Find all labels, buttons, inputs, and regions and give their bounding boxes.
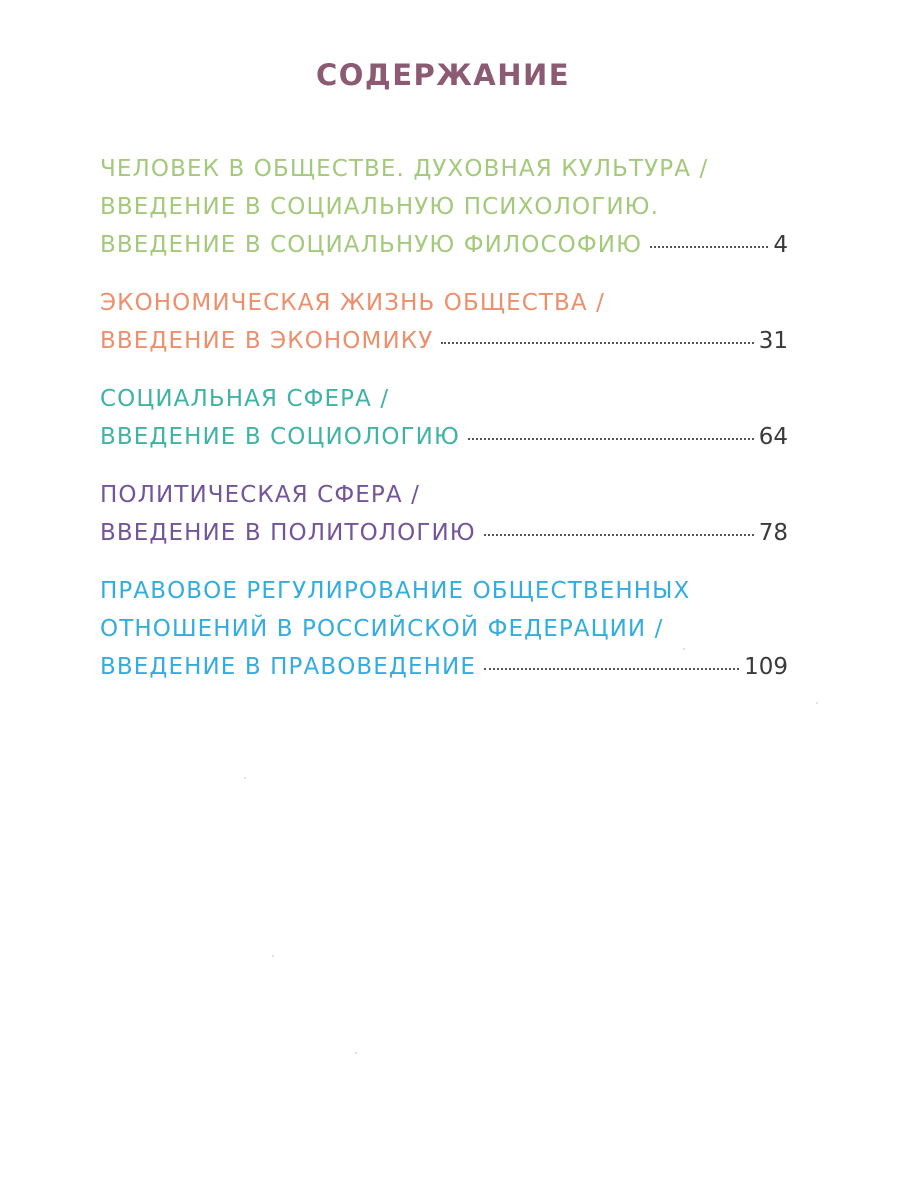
toc-entry-heading-line: ВВЕДЕНИЕ В СОЦИАЛЬНУЮ ПСИХОЛОГИЮ. [100, 194, 659, 220]
toc-entry-last-line [100, 648, 788, 686]
page-number: 31 [758, 328, 788, 354]
toc-entry-heading-line: ВВЕДЕНИЕ В СОЦИОЛОГИЮ [100, 424, 460, 450]
toc-entry-heading-line: ВВЕДЕНИЕ В ЭКОНОМИКУ [100, 328, 434, 354]
dot-leader [484, 534, 754, 536]
dot-leader [468, 438, 754, 440]
paper-speck [244, 777, 246, 779]
toc-entry-last-line [100, 514, 788, 552]
toc-entry-heading-line: ЧЕЛОВЕК В ОБЩЕСТВЕ. ДУХОВНАЯ КУЛЬТУРА / [100, 156, 709, 182]
toc-entry[interactable] [100, 572, 788, 686]
paper-speck [816, 702, 818, 704]
toc-entry-heading-line: ЭКОНОМИЧЕСКАЯ ЖИЗНЬ ОБЩЕСТВА / [100, 290, 606, 316]
toc-entry[interactable] [100, 150, 788, 264]
page-number: 78 [758, 520, 788, 546]
toc-entry[interactable] [100, 476, 788, 552]
dot-leader [441, 342, 753, 344]
table-of-contents [100, 150, 788, 706]
toc-entry-last-line [100, 418, 788, 456]
page-number: 109 [744, 654, 788, 680]
toc-entry[interactable] [100, 284, 788, 360]
page-number: 64 [758, 424, 788, 450]
page-number: 4 [773, 232, 788, 258]
toc-entry-heading-line: СОЦИАЛЬНАЯ СФЕРА / [100, 386, 390, 412]
paper-speck [272, 955, 274, 957]
page-title: СОДЕРЖАНИЕ [315, 58, 571, 92]
dot-leader [650, 246, 768, 248]
dot-leader [484, 668, 739, 670]
toc-entry-heading-line: ПОЛИТИЧЕСКАЯ СФЕРА / [100, 482, 420, 508]
toc-entry-heading-line: ВВЕДЕНИЕ В ПОЛИТОЛОГИЮ [100, 520, 476, 546]
toc-entry-last-line [100, 322, 788, 360]
toc-entry-heading-line: ВВЕДЕНИЕ В СОЦИАЛЬНУЮ ФИЛОСОФИЮ [100, 232, 643, 258]
paper-speck [683, 648, 685, 650]
toc-entry-heading-line: ПРАВОВОЕ РЕГУЛИРОВАНИЕ ОБЩЕСТВЕННЫХ [100, 578, 691, 604]
paper-speck [355, 1052, 357, 1054]
toc-entry-heading-line: ВВЕДЕНИЕ В ПРАВОВЕДЕНИЕ [100, 654, 476, 680]
toc-entry-last-line [100, 226, 788, 264]
toc-entry[interactable] [100, 380, 788, 456]
toc-entry-heading-line: ОТНОШЕНИЙ В РОССИЙСКОЙ ФЕДЕРАЦИИ / [100, 616, 664, 642]
